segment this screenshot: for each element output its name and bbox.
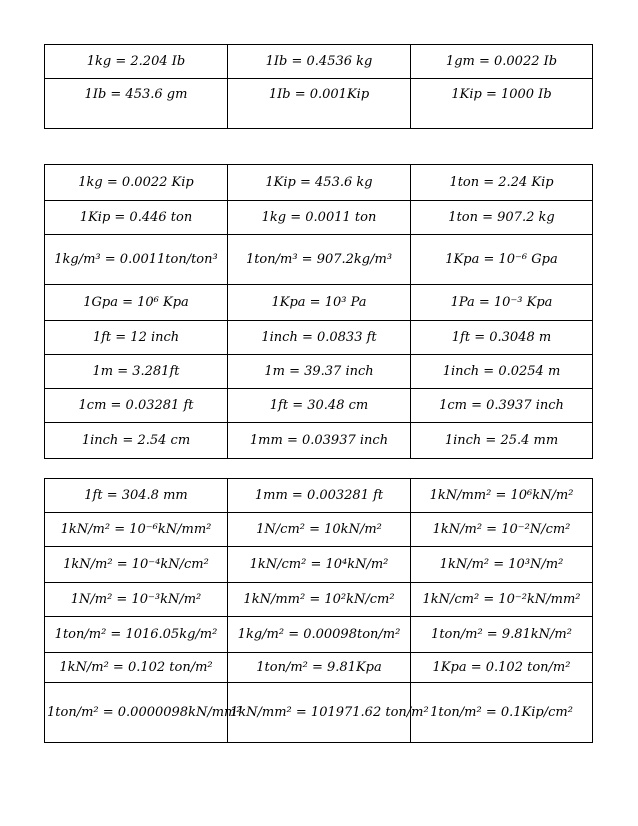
table-row: [45, 285, 593, 321]
table-cell: 1kg = 0.0011 ton: [228, 201, 411, 235]
table-cell: 1N/cm² = 10kN/m²: [228, 513, 411, 547]
table-cell: 1cm = 0.3937 inch: [411, 389, 593, 423]
conversion-table-pressure: [44, 478, 593, 743]
table-cell: 1ft = 0.3048 m: [411, 321, 593, 355]
table-cell: 1kN/m² = 0.102 ton/m²: [45, 653, 228, 683]
table-cell: 1Ib = 0.4536 kg: [228, 45, 411, 79]
table-cell: 1kg = 2.204 Ib: [45, 45, 228, 79]
table-cell: 1kN/m² = 10⁻⁴kN/cm²: [45, 547, 228, 583]
table-cell: 1kN/m² = 10³N/m²: [411, 547, 593, 583]
table-cell: 1ft = 30.48 cm: [228, 389, 411, 423]
conversion-table-mass-1: [44, 44, 593, 129]
table-cell: 1Kpa = 10⁻⁶ Gpa: [411, 235, 593, 285]
table-cell: 1ft = 304.8 mm: [45, 479, 228, 513]
table-row: [45, 235, 593, 285]
conversion-table-mass-length: [44, 164, 593, 459]
table-cell: 1kg/m² = 0.00098ton/m²: [228, 617, 411, 653]
table-row: [45, 321, 593, 355]
table-cell: 1Kip = 1000 Ib: [411, 79, 593, 129]
table-row: [45, 355, 593, 389]
table-cell: 1Kpa = 10³ Pa: [228, 285, 411, 321]
table-cell: 1m = 3.281ft: [45, 355, 228, 389]
table-cell: 1kN/cm² = 10⁻²kN/mm²: [411, 583, 593, 617]
table-row: [45, 165, 593, 201]
table-cell: 1inch = 25.4 mm: [411, 423, 593, 459]
table-cell: 1ton/m² = 9.81kN/m²: [411, 617, 593, 653]
table-cell: 1Ib = 0.001Kip: [228, 79, 411, 129]
table-row: [45, 389, 593, 423]
table-cell: 1m = 39.37 inch: [228, 355, 411, 389]
table-cell: 1Gpa = 10⁶ Kpa: [45, 285, 228, 321]
table-cell: 1kN/mm² = 10⁶kN/m²: [411, 479, 593, 513]
table-cell: 1mm = 0.03937 inch: [228, 423, 411, 459]
table-cell: 1ton/m² = 1016.05kg/m²: [45, 617, 228, 653]
table-cell: 1kg = 0.0022 Kip: [45, 165, 228, 201]
table-cell: 1kN/cm² = 10⁴kN/m²: [228, 547, 411, 583]
table-row: [45, 479, 593, 513]
table-cell: 1kg/m³ = 0.0011ton/ton³: [45, 235, 228, 285]
table-row: [45, 79, 593, 129]
table-cell: 1Kpa = 0.102 ton/m²: [411, 653, 593, 683]
table-row: [45, 683, 593, 743]
table-cell: 1ton = 2.24 Kip: [411, 165, 593, 201]
table-cell: 1Ib = 453.6 gm: [45, 79, 228, 129]
table-row: [45, 547, 593, 583]
table-cell: 1kN/mm² = 10²kN/cm²: [228, 583, 411, 617]
table-cell: 1inch = 0.0254 m: [411, 355, 593, 389]
table-cell: 1Pa = 10⁻³ Kpa: [411, 285, 593, 321]
table-cell: 1kN/m² = 10⁻²N/cm²: [411, 513, 593, 547]
table-cell: 1ft = 12 inch: [45, 321, 228, 355]
table-cell: 1ton/m³ = 907.2kg/m³: [228, 235, 411, 285]
table-cell: 1cm = 0.03281 ft: [45, 389, 228, 423]
table-cell: 1N/m² = 10⁻³kN/m²: [45, 583, 228, 617]
table-cell: 1Kip = 0.446 ton: [45, 201, 228, 235]
table-cell: 1kN/mm² = 101971.62 ton/m²: [228, 683, 411, 743]
table-cell: 1ton/m² = 0.0000098kN/mm²: [45, 683, 228, 743]
table-row: [45, 423, 593, 459]
table-cell: 1inch = 0.0833 ft: [228, 321, 411, 355]
table-cell: 1inch = 2.54 cm: [45, 423, 228, 459]
table-cell: 1gm = 0.0022 Ib: [411, 45, 593, 79]
table-row: [45, 653, 593, 683]
table-row: [45, 617, 593, 653]
table-cell: 1ton/m² = 9.81Kpa: [228, 653, 411, 683]
table-cell: 1ton = 907.2 kg: [411, 201, 593, 235]
table-row: [45, 513, 593, 547]
table-row: [45, 45, 593, 79]
table-cell: 1kN/m² = 10⁻⁶kN/mm²: [45, 513, 228, 547]
table-row: [45, 583, 593, 617]
table-cell: 1ton/m² = 0.1Kip/cm²: [411, 683, 593, 743]
table-cell: 1mm = 0.003281 ft: [228, 479, 411, 513]
table-cell: 1Kip = 453.6 kg: [228, 165, 411, 201]
table-row: [45, 201, 593, 235]
